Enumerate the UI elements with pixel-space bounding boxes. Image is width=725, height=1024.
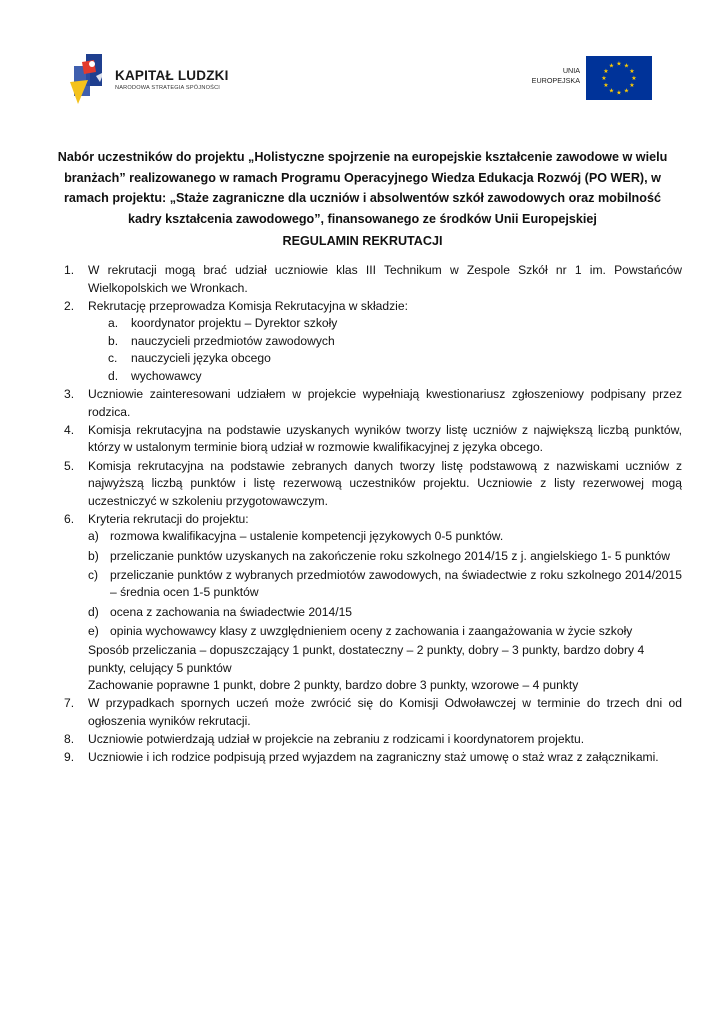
svg-text:★: ★ (608, 62, 615, 70)
sub-text: nauczycieli przedmiotów zawodowych (131, 333, 335, 348)
svg-text:★: ★ (601, 75, 607, 82)
page-header (0, 0, 725, 120)
item-number: 9. (64, 750, 75, 764)
item-text: Komisja rekrutacyjna na podstawie zebranych danych tworzy listę podstawową z nazwiskami uczniów z najwyższą liczbą punktów i listę rezerwową uczestników projektu. Uczniowie z listy rezerwowej mogą uczestniczyć w szkoleniu przygotowawczym. (88, 458, 682, 508)
item-text: Uczniowie zainteresowani udziałem w projekcie wypełniają kwestionariusz zgłoszeniowy podpisany przez rodzica. (88, 387, 682, 419)
svg-text:★: ★ (608, 87, 615, 95)
svg-text:★: ★ (629, 68, 635, 75)
kapital-ludzki-logo-icon (70, 52, 110, 106)
sub-text: opinia wychowawcy klasy z uwzględnieniem oceny z zachowania i zaangażowania w życie szkoły (110, 623, 633, 638)
list-item (64, 458, 682, 511)
sub-label: e) (88, 623, 99, 638)
behavior-note: Zachowanie poprawne 1 punkt, dobre 2 punkty, bardzo dobre 3 punkty, wzorowe – 4 punkty (88, 678, 579, 693)
svg-text:★: ★ (631, 75, 637, 82)
member-item (108, 368, 682, 386)
member-item (108, 333, 682, 351)
member-item (108, 315, 682, 333)
committee-members (88, 315, 682, 385)
item-text: Uczniowie potwierdzają udział w projekcie na zebraniu z rodzicami i koordynatorem projektu. (88, 731, 585, 746)
item-text: W przypadkach spornych uczeń może zwrócić się do Komisji Odwoławczej w terminie do trzech dni od ogłoszenia wyników rekrutacji. (88, 696, 682, 728)
item-number: 3. (64, 387, 75, 402)
sub-label: a. (108, 316, 119, 331)
section-title: REGULAMIN REKRUTACJI (282, 234, 443, 248)
sub-text: wychowawcy (131, 369, 202, 384)
sub-text: przeliczanie punktów uzyskanych na zakończenie roku szkolnego 2014/15 z j. angielskiego 1- 5 punktów (110, 548, 671, 563)
kapital-ludzki-logo (70, 52, 240, 106)
svg-text:★: ★ (623, 62, 630, 70)
title-line: kadry kształcenia zawodowego”, finansowanego ze środków Unii Europejskiej (128, 211, 597, 226)
eu-label (525, 66, 580, 86)
member-item (108, 350, 682, 368)
svg-text:★: ★ (623, 87, 630, 95)
list-item (64, 262, 682, 297)
item-number: 5. (64, 458, 75, 473)
sub-text: rozmowa kwalifikacyjna – ustalenie kompetencji językowych 0-5 punktów. (110, 529, 504, 544)
list-item (64, 749, 682, 767)
item-text: Komisja rekrutacyjna na podstawie uzyskanych wyników tworzy listę uczniów z największą liczbą punktów, którzy w ustalonym terminie biorą udział w rozmowie kwalifikacyjnej z języka obcego. (88, 422, 682, 455)
criterion-item (88, 623, 682, 641)
criterion-item (88, 548, 682, 566)
svg-text:★: ★ (629, 82, 635, 89)
sub-label: c) (88, 567, 99, 582)
criterion-item (88, 528, 682, 546)
svg-text:★: ★ (603, 68, 609, 75)
sub-text: nauczycieli języka obcego (131, 351, 271, 366)
item-number: 4. (64, 422, 75, 437)
sub-text: ocena z zachowania na świadectwie 2014/15 (110, 604, 353, 619)
item-number: 8. (64, 731, 75, 746)
svg-text:★: ★ (616, 60, 622, 68)
eu-label-line1: UNIA (562, 66, 580, 75)
list-item (64, 386, 682, 421)
item-number: 2. (64, 298, 75, 313)
list-item (64, 695, 682, 730)
title-line: ramach projektu: „Staże zagraniczne dla uczniów i absolwentów szkół zawodowych oraz mobilność (64, 191, 661, 205)
item-number: 1. (64, 263, 75, 277)
document-title (40, 147, 685, 229)
logo-name: KAPITAŁ LUDZKI (115, 68, 229, 83)
eu-flag-icon (586, 56, 652, 100)
list-item (64, 298, 682, 386)
regulations-list (0, 262, 725, 767)
item-text: Rekrutację przeprowadza Komisja Rekrutacyjna w składzie: (88, 298, 408, 313)
sub-label: a) (88, 529, 99, 544)
sub-label: d) (88, 604, 99, 619)
sub-label: c. (108, 351, 118, 366)
sub-label: b) (88, 548, 99, 563)
item-number: 6. (64, 511, 75, 526)
item-number: 7. (64, 696, 75, 711)
eu-label-line2: EUROPEJSKA (531, 76, 580, 85)
logo-subtitle: NARODOWA STRATEGIA SPÓJNOŚCI (115, 85, 221, 91)
item-text: Kryteria rekrutacji do projektu: (88, 511, 249, 526)
title-line: branżach” realizowanego w ramach Programu Operacyjnego Wiedza Edukacja Rozwój (PO WER), w (64, 170, 661, 185)
item-text: Uczniowie i ich rodzice podpisują przed wyjazdem na zagraniczny staż umowę o staż wraz z załącznikami. (88, 750, 659, 764)
svg-text:★: ★ (603, 82, 609, 89)
sub-text: koordynator projektu – Dyrektor szkoły (131, 316, 338, 331)
list-item (64, 731, 682, 749)
sub-label: b. (108, 333, 119, 348)
scoring-note: Sposób przeliczania – dopuszczający 1 punkt, dostateczny – 2 punkty, dobry – 3 punkty, bardzo dobry 4 punkty, celujący 5 punktów (88, 642, 645, 675)
criterion-item (88, 567, 682, 602)
svg-text:★: ★ (616, 89, 622, 97)
sub-label: d. (108, 369, 119, 384)
item-text: W rekrutacji mogą brać udział uczniowie klas III Technikum w Zespole Szkół nr 1 im. Powstańców Wielkopolskich we Wronkach. (88, 263, 682, 295)
sub-text: przeliczanie punktów z wybranych przedmiotów zawodowych, na świadectwie z roku szkolnego 2014/2015 – średnia ocen 1-5 punktów (110, 567, 682, 600)
criterion-item (88, 604, 682, 622)
title-line: Nabór uczestników do projektu „Holistyczne spojrzenie na europejskie kształcenie zawodowe w wielu (57, 150, 668, 164)
list-item (64, 511, 682, 695)
list-item (64, 422, 682, 457)
